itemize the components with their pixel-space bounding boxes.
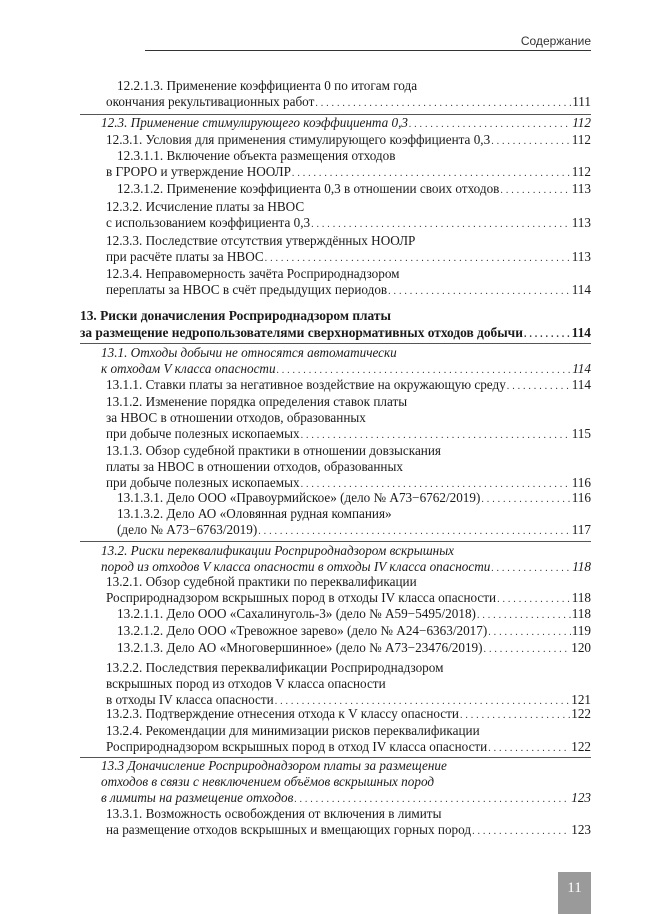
- toc-entry-line: 12.3.1.1. Включение объекта размещения отходов: [117, 148, 396, 163]
- toc-entry[interactable]: [106, 723, 591, 755]
- toc-entry-line: 13.1.3.1. Дело ООО «Правоурмийское» (дело № А73−6762/2019): [117, 490, 481, 505]
- toc-entry-line: 13.1.2. Изменение порядка определения ставок платы: [106, 394, 408, 409]
- dot-leader: [258, 524, 570, 538]
- toc-entry-line: с использованием коэффициента 0,3: [106, 215, 311, 230]
- toc-entry-leader-line: [106, 426, 591, 442]
- toc-entry-line: 12.3.1. Условия для применения стимулирующего коэффициента 0,3: [106, 132, 491, 147]
- dot-leader: [460, 708, 570, 722]
- toc-entry-line: (дело № А73−6763/2019): [117, 522, 258, 537]
- toc-entry[interactable]: [117, 640, 591, 656]
- toc-entry-line: на размещение отходов вскрышных и вмещающих горных пород: [106, 822, 472, 837]
- toc-entry-leader-line: [106, 739, 591, 755]
- toc-entry-leader-line: [80, 324, 591, 341]
- toc-page-number: 114: [571, 377, 591, 392]
- toc-entry-leader-line: [117, 606, 591, 622]
- toc-page-number: 112: [571, 164, 591, 179]
- toc-entry[interactable]: [106, 660, 591, 708]
- section-divider: [80, 541, 591, 542]
- dot-leader: [507, 379, 571, 393]
- toc-page-number: 114: [572, 361, 591, 376]
- toc-entry-leader-line: [101, 115, 591, 131]
- toc-entry-line: 12.3.3. Последствие отсутствия утверждённых НООЛР: [106, 233, 416, 248]
- toc-entry-leader-line: [106, 215, 591, 231]
- toc-entry[interactable]: [106, 233, 591, 265]
- toc-entry[interactable]: [101, 758, 591, 806]
- dot-leader: [477, 608, 571, 622]
- toc-entry-leader-line: [106, 706, 591, 722]
- toc-page-number: 116: [571, 490, 591, 505]
- toc-entry-line: отходов в связи с невключением объёмов вскрышных пород: [101, 774, 435, 789]
- toc-entry[interactable]: [106, 394, 591, 442]
- dot-leader: [301, 477, 571, 491]
- dot-leader: [484, 642, 571, 656]
- toc-entry-leader-line: [117, 490, 591, 506]
- toc-entry-line: переплаты за НВОС в счёт предыдущих периодов: [106, 282, 388, 297]
- toc-entry[interactable]: [117, 606, 591, 622]
- toc-entry-leader-line: [101, 361, 591, 377]
- page-number: 11: [567, 880, 582, 896]
- toc-entry-line: в ГРОРО и утверждение НООЛР: [106, 164, 291, 179]
- toc-entry-leader-line: [117, 522, 591, 538]
- dot-leader: [265, 251, 571, 265]
- toc-page-number: 118: [572, 559, 591, 574]
- dot-leader: [491, 561, 571, 575]
- toc-entry-leader-line: [106, 475, 591, 491]
- toc-entry-line: 13.2.1.2. Дело ООО «Тревожное зарево» (дело № А24−6363/2017): [117, 623, 488, 638]
- dot-leader: [472, 824, 570, 838]
- toc-entry[interactable]: [106, 148, 591, 180]
- toc-page-number: 112: [571, 132, 591, 147]
- toc-page-number: 123: [571, 822, 591, 837]
- toc-entry-line: при добыче полезных ископаемых: [106, 475, 300, 490]
- toc-entry[interactable]: [106, 806, 591, 838]
- toc-entry-line: 13.2.4. Рекомендации для минимизации рисков переквалификации: [106, 723, 480, 738]
- toc-entry-line: к отходам V класса опасности: [101, 361, 276, 376]
- toc-entry[interactable]: [117, 181, 591, 197]
- toc-page-number: 117: [571, 522, 591, 537]
- toc-entry[interactable]: [101, 543, 591, 575]
- toc-entry-line: Росприроднадзором вскрышных пород в отход IV класса опасности: [106, 739, 488, 754]
- toc-entry-line: при расчёте платы за НВОС: [106, 249, 264, 264]
- toc-entry[interactable]: [117, 623, 591, 639]
- dot-leader: [500, 183, 570, 197]
- toc-entry-line: окончания рекультивационных работ: [106, 94, 315, 109]
- toc-entry-line: 13. Риски доначисления Росприроднадзором платы: [80, 308, 391, 323]
- toc-entry-leader-line: [117, 181, 591, 197]
- toc-entry-line: 13.2.1.1. Дело ООО «Сахалинуголь-3» (дело № А59−5495/2018): [117, 606, 476, 621]
- dot-leader: [277, 363, 572, 377]
- toc-entry-line: при добыче полезных ископаемых: [106, 426, 300, 441]
- toc-entry-line: 13.2.2. Последствия переквалификации Росприроднадзором: [106, 660, 444, 675]
- dot-leader: [292, 166, 571, 180]
- dot-leader: [491, 134, 571, 148]
- page-number-tab: [558, 872, 591, 914]
- toc-entry[interactable]: [106, 132, 591, 148]
- toc-entry[interactable]: [117, 490, 591, 506]
- toc-page-number: 123: [571, 790, 591, 805]
- toc-entry-line: за размещение недропользователями сверхнормативных отходов добычи: [80, 325, 523, 340]
- dot-leader: [315, 96, 571, 110]
- toc-entry-leader-line: [106, 94, 591, 110]
- dot-leader: [524, 326, 571, 341]
- toc-entry-line: платы за НВОС в отношении отходов, образованных: [106, 459, 403, 474]
- toc-entry-leader-line: [106, 377, 591, 393]
- toc-entry-line: 12.3.4. Неправомерность зачёта Росприроднадзором: [106, 266, 400, 281]
- toc-page-number: 120: [571, 640, 591, 655]
- toc-chapter-entry[interactable]: [80, 307, 591, 341]
- toc-entry-line: за НВОС в отношении отходов, образованных: [106, 410, 366, 425]
- toc-entry-leader-line: [106, 282, 591, 298]
- toc-entry-leader-line: [117, 640, 591, 656]
- toc-page-number: 113: [571, 249, 591, 264]
- dot-leader: [488, 741, 570, 755]
- toc-entry-line: в отходы IV класса опасности: [106, 692, 274, 707]
- toc-entry-leader-line: [106, 590, 591, 606]
- toc-page-number: 122: [571, 706, 591, 721]
- toc-entry-leader-line: [106, 132, 591, 148]
- dot-leader: [388, 284, 571, 298]
- toc-page-number: 116: [571, 475, 591, 490]
- toc-page-number: 118: [571, 590, 591, 605]
- toc-entry[interactable]: [106, 199, 591, 231]
- toc-entry-line: Росприроднадзором вскрышных пород в отходы IV класса опасности: [106, 590, 497, 605]
- toc-page-number: 111: [572, 94, 591, 109]
- toc-entry-line: 13.3.1. Возможность освобождения от включения в лимиты: [106, 806, 442, 821]
- toc-entry-line: в лимиты на размещение отходов: [101, 790, 294, 805]
- toc-entry-line: 13.2.3. Подтверждение отнесения отхода к V классу опасности: [106, 706, 459, 721]
- dot-leader: [481, 492, 570, 506]
- toc-entry-leader-line: [101, 559, 591, 575]
- toc-page-number: 114: [571, 282, 591, 297]
- toc-page-number: 119: [571, 623, 591, 638]
- toc-page-number: 113: [571, 215, 591, 230]
- toc-entry-leader-line: [106, 249, 591, 265]
- toc-entry[interactable]: [106, 443, 591, 491]
- toc-entry-leader-line: [117, 623, 591, 639]
- toc-entry-leader-line: [101, 790, 591, 806]
- toc-entry[interactable]: [106, 706, 591, 722]
- dot-leader: [311, 217, 571, 231]
- toc-entry-line: 13.2. Риски переквалификации Росприроднадзором вскрышных: [101, 543, 454, 558]
- toc-entry[interactable]: [106, 266, 591, 298]
- toc-entry[interactable]: [106, 574, 591, 606]
- toc-entry-line: 13.3 Доначисление Росприроднадзором платы за размещение: [101, 758, 447, 773]
- toc-entry[interactable]: [117, 506, 591, 538]
- toc-page-number: 121: [571, 692, 591, 707]
- toc-page-number: 115: [571, 426, 591, 441]
- dot-leader: [488, 625, 570, 639]
- toc-entry[interactable]: [101, 115, 591, 131]
- running-header-title: Содержание: [520, 34, 591, 48]
- toc-entry-line: 13.1.3.2. Дело АО «Оловянная рудная компания»: [117, 506, 392, 521]
- toc-page-number: 112: [572, 115, 591, 130]
- toc-page-number: 114: [571, 325, 591, 340]
- toc-entry-line: 12.2.1.3. Применение коэффициента 0 по итогам года: [117, 78, 418, 93]
- toc-entry-line: 13.2.1. Обзор судебной практики по переквалификации: [106, 574, 417, 589]
- toc-entry-line: 13.1.3. Обзор судебной практики в отношении довзыскания: [106, 443, 441, 458]
- toc-entry-leader-line: [106, 164, 591, 180]
- toc-entry[interactable]: [106, 78, 591, 110]
- toc-entry-line: 12.3. Применение стимулирующего коэффициента 0,3: [101, 115, 408, 130]
- toc-entry-line: вскрышных пород из отходов V класса опасности: [106, 676, 386, 691]
- toc-entry-line: 13.1.1. Ставки платы за негативное воздействие на окружающую среду: [106, 377, 506, 392]
- toc-entry-line: 12.3.1.2. Применение коэффициента 0,3 в отношении своих отходов: [117, 181, 500, 196]
- toc-entry-line: пород из отходов V класса опасности в отходы IV класса опасности: [101, 559, 491, 574]
- toc-entry-line: 12.3.2. Исчисление платы за НВОС: [106, 199, 305, 214]
- dot-leader: [294, 792, 570, 806]
- toc-entry[interactable]: [101, 345, 591, 377]
- toc-entry[interactable]: [106, 377, 591, 393]
- toc-entry-line: 13.2.1.3. Дело АО «Многовершинное» (дело № А73−23476/2019): [117, 640, 483, 655]
- dot-leader: [409, 117, 571, 131]
- dot-leader: [301, 428, 571, 442]
- dot-leader: [497, 592, 571, 606]
- toc-page-number: 122: [571, 739, 591, 754]
- toc-entry-line: 13.1. Отходы добычи не относятся автоматически: [101, 345, 397, 360]
- section-divider: [80, 343, 591, 344]
- toc-page-number: 118: [571, 606, 591, 621]
- toc-page-number: 113: [571, 181, 591, 196]
- toc-entry-leader-line: [106, 822, 591, 838]
